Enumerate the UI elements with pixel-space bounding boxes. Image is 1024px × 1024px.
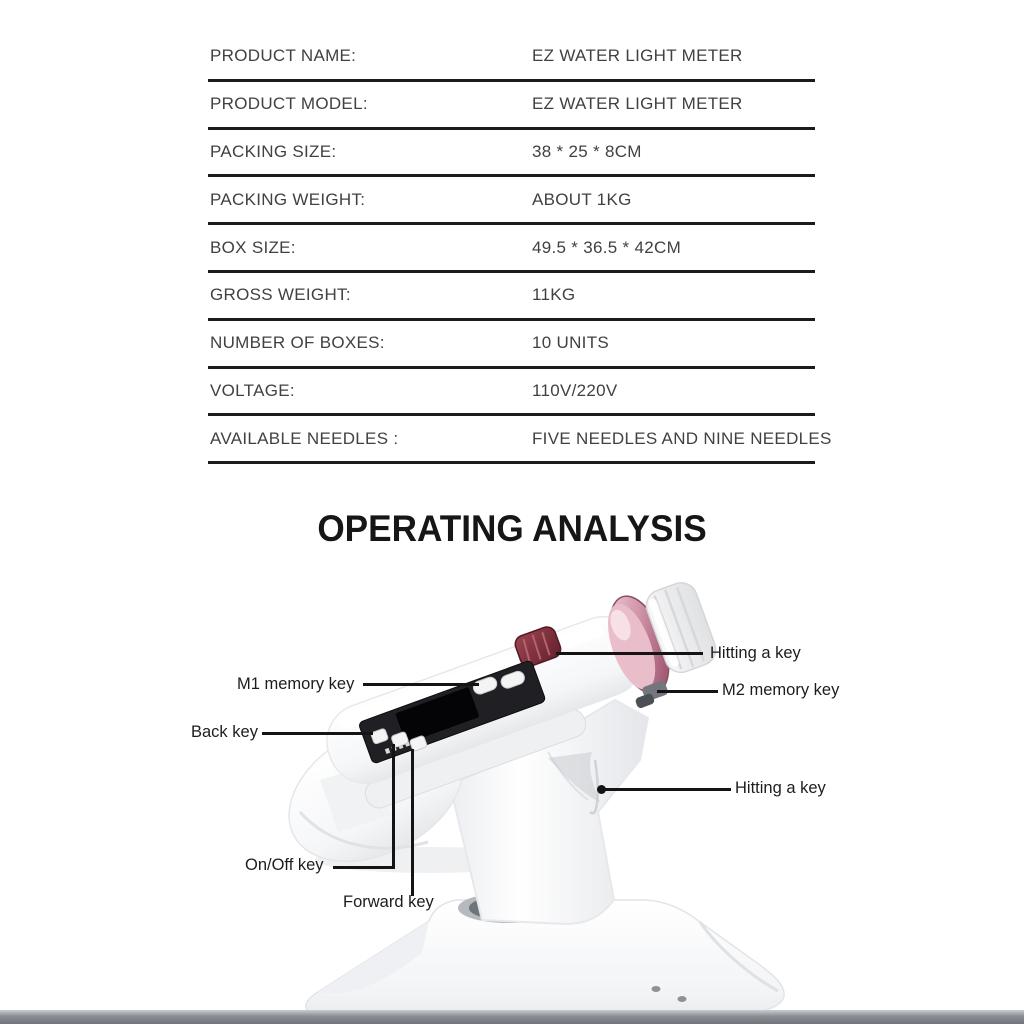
callout-forward-key: Forward key — [343, 893, 434, 911]
callout-m2-memory-key: M2 memory key — [722, 681, 840, 699]
spec-label: BOX SIZE: — [210, 237, 296, 257]
callout-line-back-key — [262, 732, 373, 735]
callout-line-onoff-vertical — [392, 744, 395, 869]
page-title: OPERATING ANALYSIS — [317, 508, 707, 549]
spec-label: PACKING SIZE: — [210, 141, 337, 161]
callout-back-key: Back key — [191, 723, 258, 741]
spec-label: PACKING WEIGHT: — [210, 189, 366, 209]
base-screw-hole — [652, 986, 661, 992]
spec-label: GROSS WEIGHT: — [210, 285, 351, 305]
spec-label: NUMBER OF BOXES: — [210, 333, 385, 353]
spec-value: 38 * 25 * 8CM — [532, 141, 642, 161]
callout-hitting-key-top: Hitting a key — [710, 644, 801, 662]
callout-line-forward-vertical — [411, 749, 414, 896]
spec-label: PRODUCT NAME: — [210, 46, 357, 66]
callout-hitting-key-side: Hitting a key — [735, 779, 826, 797]
spec-value: FIVE NEEDLES AND NINE NEEDLES — [532, 428, 832, 448]
callout-dot-hitting-key-side — [597, 785, 606, 794]
callout-line-m2-memory-key — [657, 690, 718, 693]
spec-label: PRODUCT MODEL: — [210, 94, 368, 114]
spec-value: 11KG — [532, 285, 576, 305]
callout-m1-memory-key: M1 memory key — [237, 675, 355, 693]
spec-value: 110V/220V — [532, 380, 618, 400]
spec-value: EZ WATER LIGHT METER — [532, 46, 743, 66]
callout-line-hitting-key-top — [556, 652, 703, 655]
photo-edge-strip — [0, 1010, 1024, 1024]
spec-value: ABOUT 1KG — [532, 189, 632, 209]
spec-label: AVAILABLE NEEDLES : — [210, 428, 399, 448]
spec-value: 49.5 * 36.5 * 42CM — [532, 237, 682, 257]
callout-line-onoff-horizontal — [333, 866, 395, 869]
callout-line-hitting-key-side — [603, 788, 731, 791]
callout-on-off-key: On/Off key — [245, 856, 324, 874]
spec-value: EZ WATER LIGHT METER — [532, 94, 743, 114]
spec-value: 10 UNITS — [532, 333, 610, 353]
callout-line-m1-memory-key — [363, 683, 479, 686]
base-screw-hole — [678, 996, 687, 1002]
spec-label: VOLTAGE: — [210, 380, 295, 400]
